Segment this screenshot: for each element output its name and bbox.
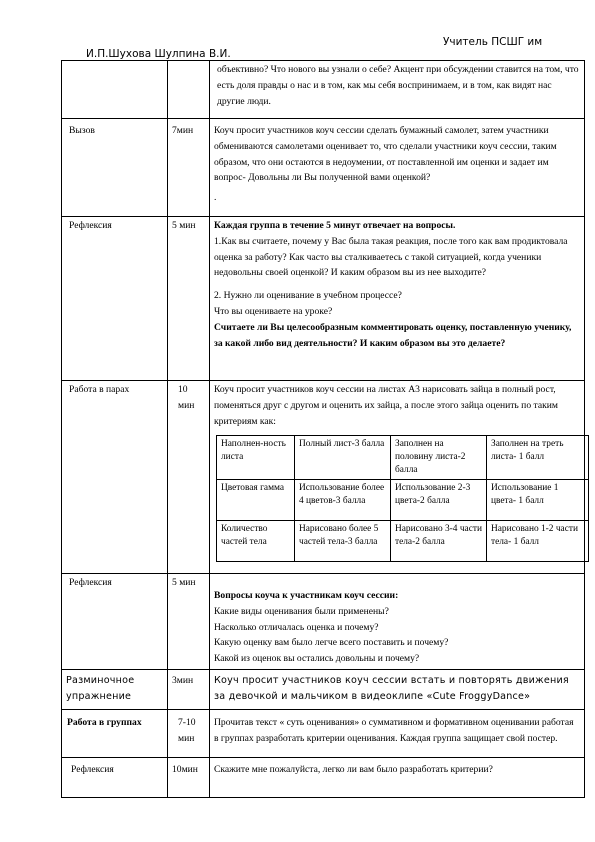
content-cell <box>210 61 585 119</box>
content-cell <box>210 217 585 381</box>
time-cell: 7-10 мин <box>168 709 210 757</box>
table-row <box>62 709 585 757</box>
time-cell: 10мин <box>168 757 210 797</box>
time-cell: 7мин <box>168 119 210 217</box>
section-title: Каждая группа в течение 5 минут отвечает на вопросы. <box>214 220 456 231</box>
criteria-cell: Наполнен-ность листа <box>217 436 295 480</box>
content-cell <box>210 119 585 217</box>
stage-cell <box>62 61 168 119</box>
criteria-cell: Использование 1 цвета- 1 балл <box>487 480 589 521</box>
section-title: Вопросы коуча к участникам коуч сессии: <box>214 590 399 601</box>
content-cell <box>210 574 585 670</box>
stage-cell: Рефлексия <box>62 217 168 381</box>
criteria-cell: Цветовая гамма <box>217 480 295 521</box>
time-cell: 5 мин <box>168 217 210 381</box>
question-3: Считаете ли Вы целесообразным комментировать оценку, поставленную ученику, за какой либо вид деятельности? И каким образом вы это делаете? <box>214 321 572 349</box>
paragraph: Коуч просит участников коуч сессии на листах А3 нарисовать зайца в полный рост, поменяться друг с другом и оценить их зайца, а после этого зайца оценить по таким критериям как: <box>214 384 558 427</box>
criteria-row <box>217 521 589 562</box>
paragraph: Коуч просит участников коуч сессии сделать бумажный самолет, затем участники обмениваются самолетами оценивает то, что сделали участники коуч сессии, таким образом, что они остаются в недоумении, от поставленной им оценки и задает им вопрос- Довольны ли Вы полученной вами оценкой? <box>214 125 557 184</box>
table-row <box>62 61 585 119</box>
list-item: Какой из оценок вы остались довольны и почему? <box>214 653 420 665</box>
stage-cell: Разминочное упражнение <box>62 669 168 709</box>
lesson-plan-table <box>61 60 585 798</box>
criteria-cell: Количество частей тела <box>217 521 295 562</box>
criteria-table <box>216 435 589 562</box>
content-cell: Прочитав текст « суть оценивания» о суммативном и формативном оценивании работая в группах разработать критерии оценивания. Каждая группа защищает свой постер. <box>210 709 585 757</box>
header-author: И.П.Шухова Шулпина В.И. <box>86 48 231 60</box>
question-1: 1.Как вы считаете, почему у Вас была такая реакция, после того как вам продиктовала оценка за работу? Как часто вы сталкиваетесь с такой ситуацией, когда ученики недовольны своей оценкой? И каким образом вы из нее выходите? <box>214 235 568 279</box>
content-cell: Коуч просит участников коуч сессии встать и повторять движения за девочкой и мальчиком в видеоклипе «Cute FroggyDance» <box>210 669 585 709</box>
table-row <box>62 669 585 709</box>
criteria-cell: Заполнен на половину листа-2 балла <box>391 436 487 480</box>
time-cell: 10 мин <box>168 381 210 574</box>
time-cell: 5 мин <box>168 574 210 670</box>
stage-cell: Рефлексия <box>62 574 168 670</box>
table-row <box>62 217 585 381</box>
criteria-cell: Нарисовано более 5 частей тела-3 балла <box>295 521 391 562</box>
stage-cell: Вызов <box>62 119 168 217</box>
stage-cell: Работа в парах <box>62 381 168 574</box>
list-item: Насколько отличалась оценка и почему? <box>214 621 379 633</box>
stage-cell: Рефлексия <box>62 757 168 797</box>
time-cell: 3мин <box>168 669 210 709</box>
question-2-sub: Что вы оцениваете на уроке? <box>214 305 333 317</box>
paragraph: объективно? Что нового вы узнали о себе? Акцент при обсуждении ставится на том, что есть доля правды о нас и в том, как мы себя воспринимаем, и в том, как видят нас другие люди. <box>217 64 579 107</box>
criteria-cell: Полный лист-3 балла <box>295 436 391 480</box>
list-item: Какую оценку вам было легче всего поставить и почему? <box>214 637 449 649</box>
criteria-cell: Нарисовано 1-2 части тела- 1 балл <box>487 521 589 562</box>
content-cell: Скажите мне пожалуйста, легко ли вам было разработать критерии? <box>210 757 585 797</box>
question-2: 2. Нужно ли оценивание в учебном процессе? <box>214 290 402 302</box>
criteria-cell: Использование 2-3 цвета-2 балла <box>391 480 487 521</box>
table-row <box>62 574 585 670</box>
time-cell <box>168 61 210 119</box>
header-teacher: Учитель ПСШГ им <box>443 36 543 48</box>
table-row <box>62 119 585 217</box>
paragraph: . <box>214 192 217 204</box>
table-row <box>62 757 585 797</box>
criteria-cell: Использование более 4 цветов-3 балла <box>295 480 391 521</box>
criteria-row <box>217 436 589 480</box>
criteria-row <box>217 480 589 521</box>
criteria-cell: Нарисовано 3-4 части тела-2 балла <box>391 521 487 562</box>
criteria-cell: Заполнен на треть листа- 1 балл <box>487 436 589 480</box>
list-item: Какие виды оценивания были применены? <box>214 605 389 617</box>
table-row <box>62 381 585 574</box>
stage-cell: Работа в группах <box>62 709 168 757</box>
content-cell <box>210 381 585 574</box>
